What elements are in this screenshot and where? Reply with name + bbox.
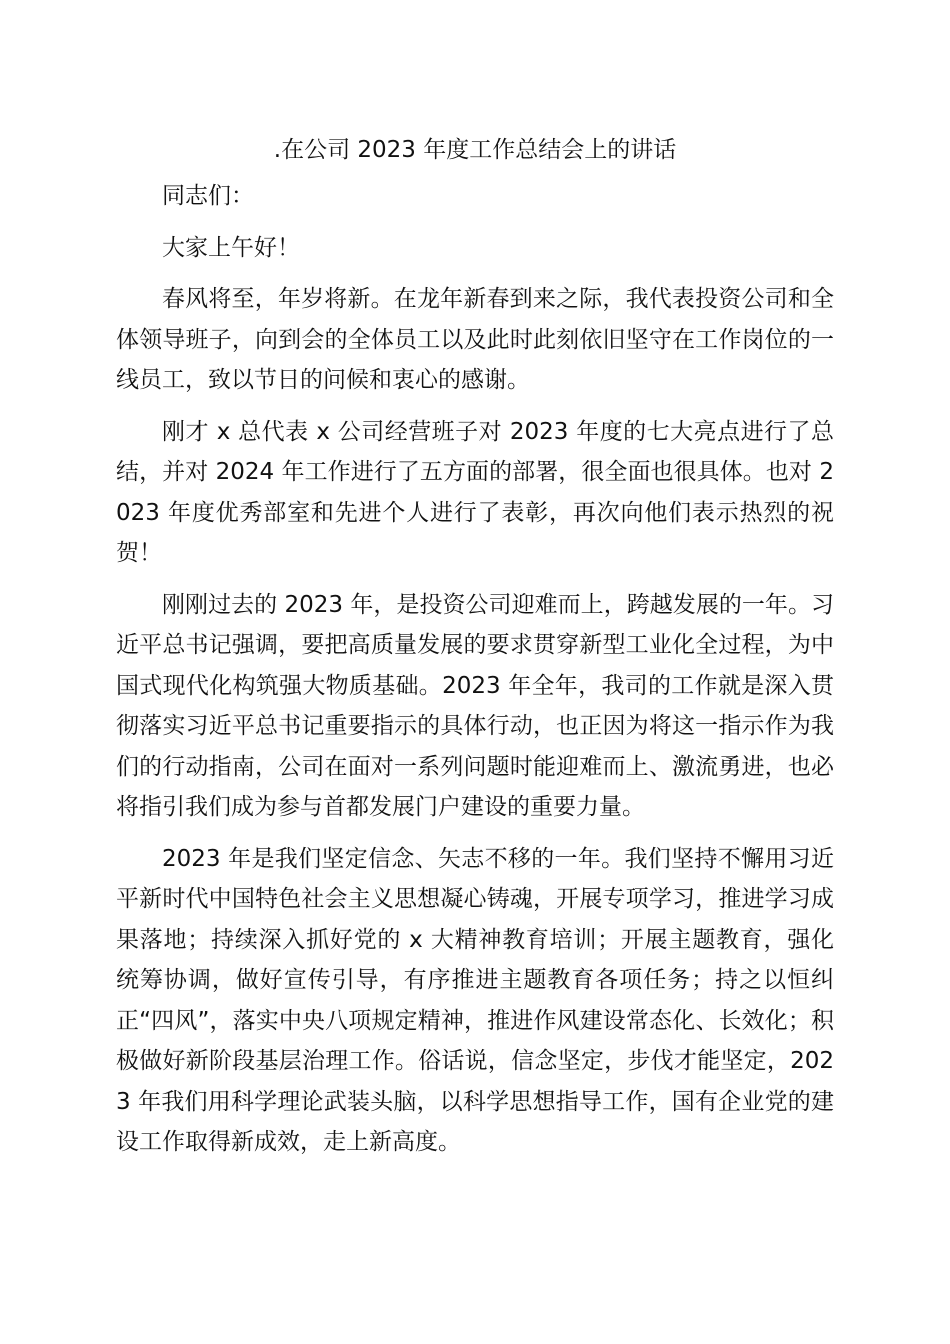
document-body: [116, 130, 834, 1163]
document-title: .在公司 2023 年度工作总结会上的讲话: [273, 137, 677, 163]
greeting-good-morning: 大家上午好！: [162, 234, 300, 261]
paragraph-2: 刚才 x 总代表 x 公司经营班子对 2023 年度的七大亮点进行了总结，并对 2024 年工作进行了五方面的部署，很全面也很具体。也对 2023 年度优秀部室和先进个人进行了表彰，再次向他们表示热烈的祝贺！: [116, 418, 834, 566]
paragraph-3: 刚刚过去的 2023 年，是投资公司迎难而上，跨越发展的一年。习近平总书记强调，要把高质量发展的要求贯穿新型工业化全过程，为中国式现代化构筑强大物质基础。2023 年全年，我司的工作就是深入贯彻落实习近平总书记重要指示的具体行动，也正因为将这一指示作为我们的行动指南，公司在面对一系列问题时能迎难而上、激流勇进，也必将指引我们成为参与首都发展门户建设的重要力量。: [116, 591, 834, 820]
paragraph-1: 春风将至，年岁将新。在龙年新春到来之际，我代表投资公司和全体领导班子，向到会的全体员工以及此时此刻依旧坚守在工作岗位的一线员工，致以节日的问候和衷心的感谢。: [116, 286, 834, 393]
paragraph-4: 2023 年是我们坚定信念、矢志不移的一年。我们坚持不懈用习近平新时代中国特色社会主义思想凝心铸魂，开展专项学习，推进学习成果落地；持续深入抓好党的 x 大精神教育培训；开展主题教育，强化统筹协调，做好宣传引导，有序推进主题教育各项任务；持之以恒纠正“四风”，落实中央八项规定精神，推进作风建设常态化、长效化；积极做好新阶段基层治理工作。俗话说，信念坚定，步伐才能坚定，2023 年我们用科学理论武装头脑，以科学思想指导工作，国有企业党的建设工作取得新成效，走上新高度。: [116, 845, 834, 1155]
greeting-comrades: 同志们：: [162, 183, 254, 209]
